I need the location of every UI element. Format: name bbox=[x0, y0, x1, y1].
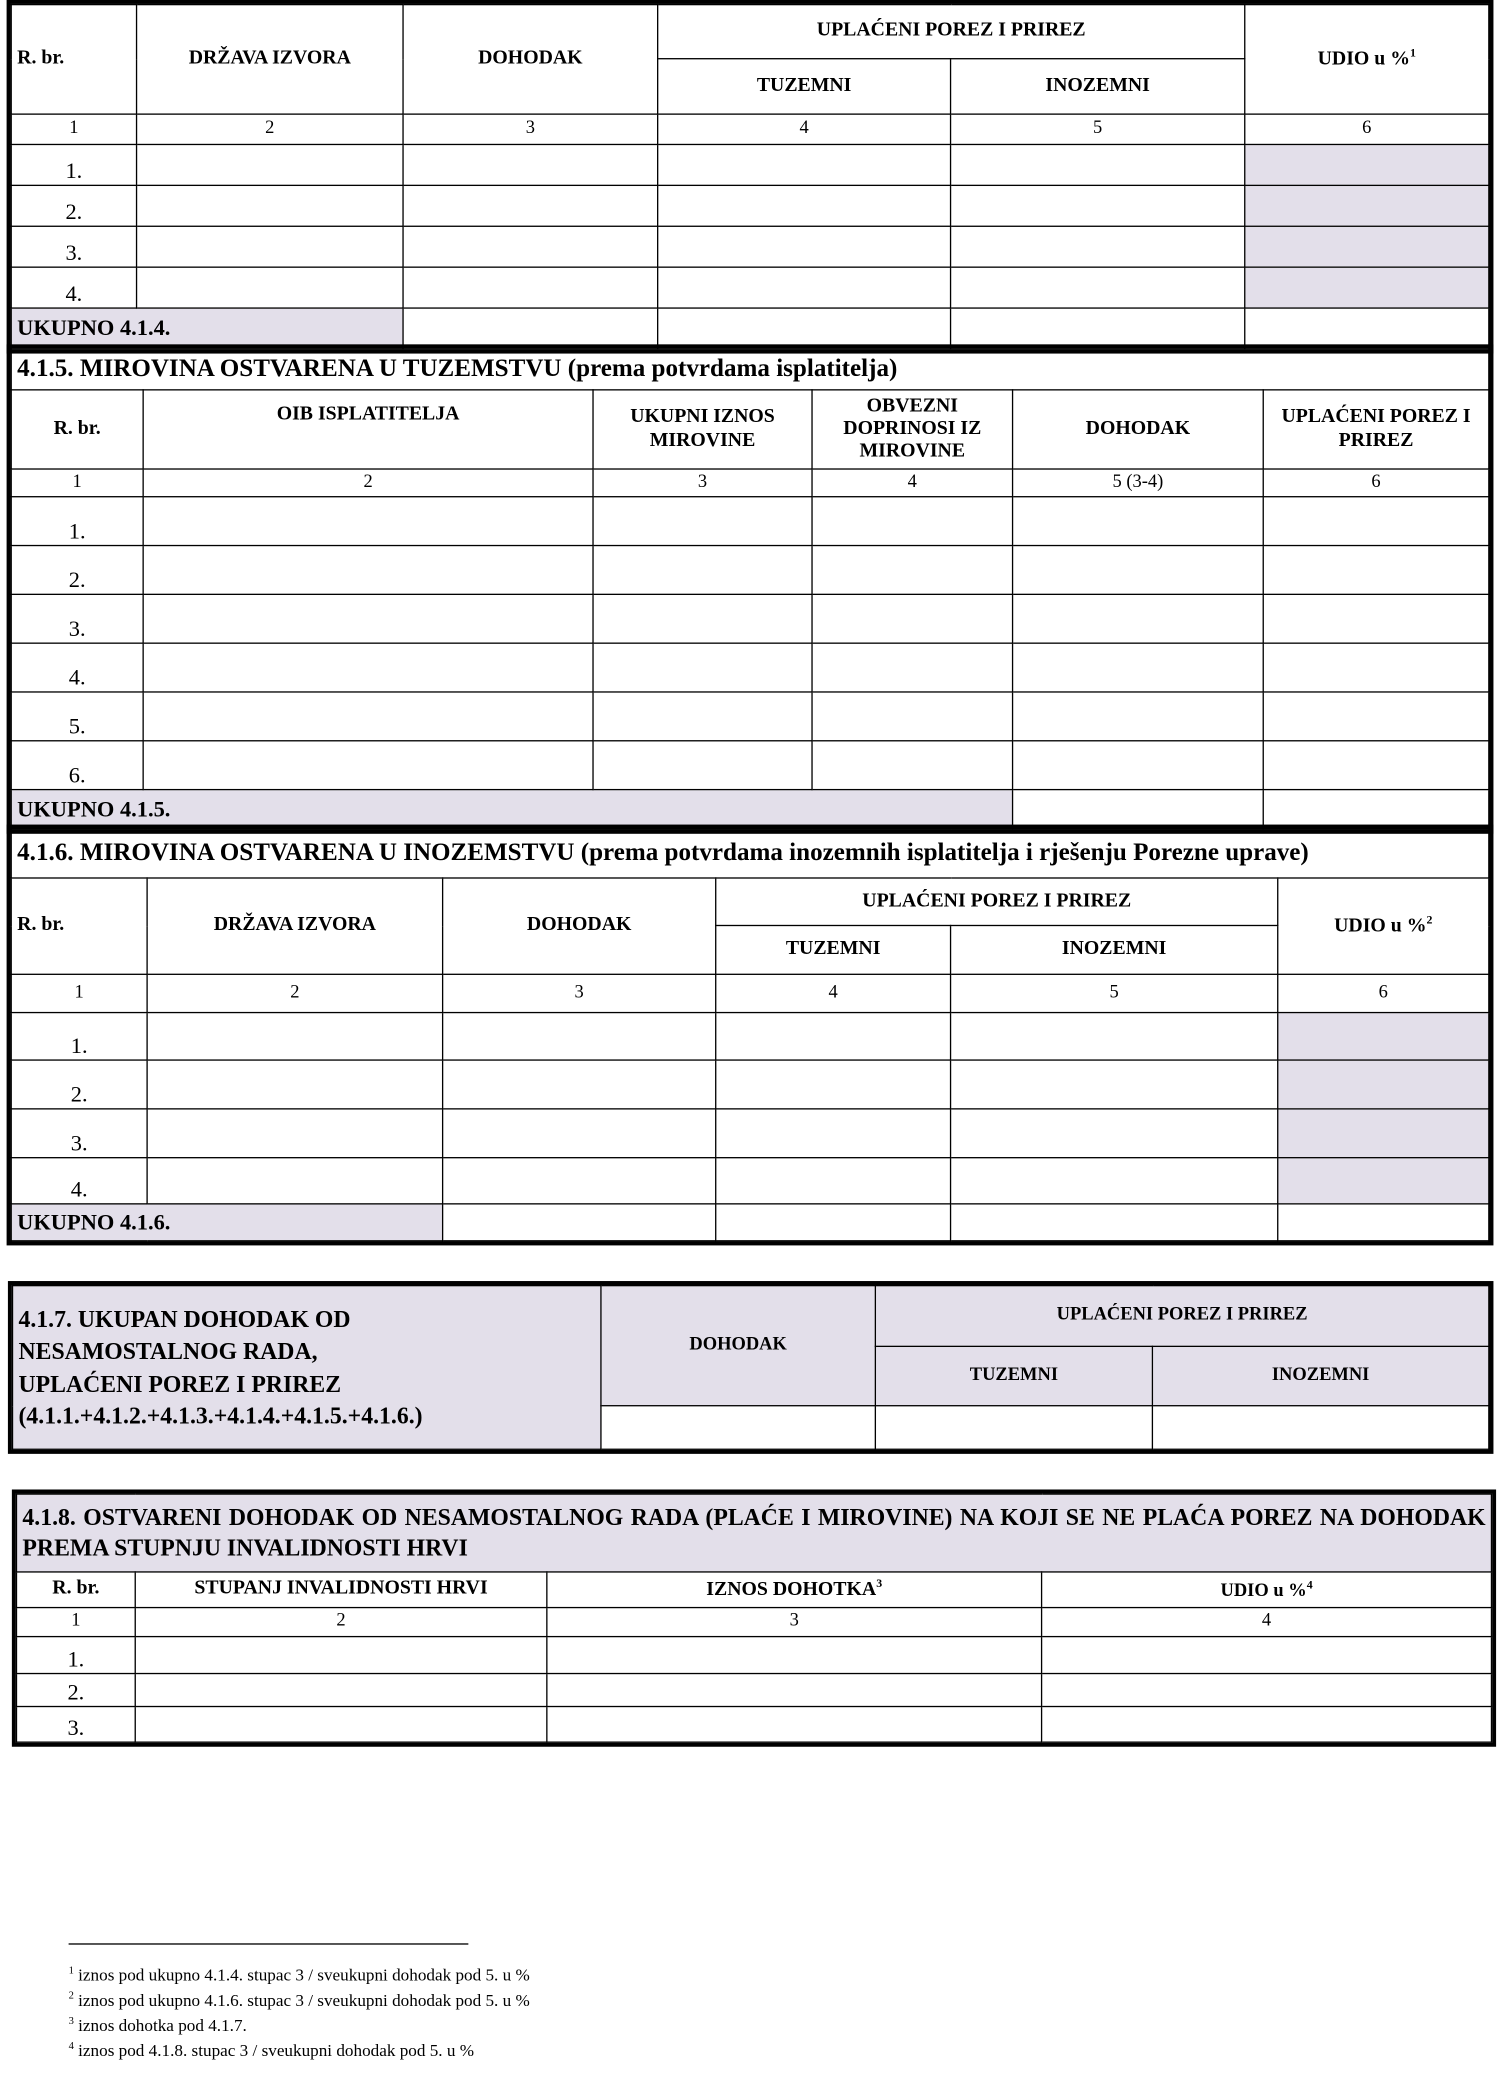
header-rbr: R. br. bbox=[16, 1572, 135, 1608]
table-row bbox=[11, 546, 1489, 595]
total-label: UKUPNO 4.1.6. bbox=[11, 1204, 442, 1241]
header-dohodak: DOHODAK bbox=[403, 5, 658, 115]
input-cell[interactable] bbox=[1042, 1707, 1492, 1743]
col-num: 5 bbox=[951, 114, 1245, 144]
header-udio-label: UDIO u % bbox=[1317, 49, 1411, 71]
input-cell[interactable] bbox=[137, 185, 403, 226]
col-num: 6 bbox=[1263, 469, 1489, 497]
header-udio bbox=[1278, 878, 1489, 974]
input-cell[interactable] bbox=[951, 185, 1245, 226]
row-number: 4. bbox=[11, 643, 143, 692]
input-cell[interactable] bbox=[147, 1060, 443, 1109]
shaded-cell bbox=[1245, 226, 1489, 267]
table-4-1-6 bbox=[11, 829, 1490, 1242]
footnote-number: 3 bbox=[68, 2014, 74, 2027]
row-number: 1. bbox=[11, 497, 143, 546]
shaded-cell bbox=[1245, 185, 1489, 226]
footnote-text: iznos pod ukupno 4.1.4. stupac 3 / sveukupni dohodak pod 5. u % bbox=[78, 1964, 530, 1985]
input-cell[interactable] bbox=[135, 1674, 547, 1707]
footnote bbox=[69, 2040, 474, 2062]
header-udio bbox=[1042, 1572, 1492, 1608]
table-row bbox=[11, 226, 1489, 267]
input-cell[interactable] bbox=[658, 226, 951, 267]
footnote-ref: 1 bbox=[1410, 46, 1416, 60]
row-number: 2. bbox=[16, 1674, 135, 1707]
input-cell[interactable] bbox=[143, 497, 593, 546]
table-4-1-5 bbox=[11, 348, 1490, 830]
input-cell[interactable] bbox=[716, 1013, 951, 1060]
input-cell[interactable] bbox=[143, 692, 593, 741]
col-num: 4 bbox=[716, 974, 951, 1012]
col-num: 2 bbox=[135, 1608, 547, 1637]
table-row bbox=[11, 692, 1489, 741]
input-cell[interactable] bbox=[137, 226, 403, 267]
input-cell[interactable] bbox=[812, 546, 1013, 595]
input-cell[interactable] bbox=[1263, 790, 1489, 830]
header-stupanj: STUPANJ INVALIDNOSTI HRVI bbox=[135, 1572, 547, 1608]
input-cell[interactable] bbox=[601, 1406, 875, 1450]
row-number: 6. bbox=[11, 741, 143, 790]
row-number: 3. bbox=[11, 594, 143, 643]
input-cell[interactable] bbox=[1013, 741, 1264, 790]
input-cell[interactable] bbox=[1013, 594, 1264, 643]
input-cell[interactable] bbox=[1263, 594, 1489, 643]
input-cell[interactable] bbox=[593, 643, 812, 692]
col-num: 6 bbox=[1245, 114, 1489, 144]
header-dohodak: DOHODAK bbox=[601, 1286, 875, 1406]
header-udio-label: UDIO u % bbox=[1334, 916, 1427, 938]
row-number: 3. bbox=[16, 1707, 135, 1743]
input-cell[interactable] bbox=[1263, 643, 1489, 692]
table-row bbox=[11, 267, 1489, 308]
col-num: 2 bbox=[137, 114, 403, 144]
section-title bbox=[13, 1286, 601, 1450]
input-cell[interactable] bbox=[593, 546, 812, 595]
header-rbr: R. br. bbox=[11, 878, 147, 974]
input-cell[interactable] bbox=[403, 226, 658, 267]
input-cell[interactable] bbox=[143, 594, 593, 643]
shaded-cell bbox=[1278, 1013, 1489, 1060]
row-number: 3. bbox=[11, 1109, 147, 1158]
input-cell[interactable] bbox=[658, 185, 951, 226]
input-cell[interactable] bbox=[716, 1158, 951, 1204]
shaded-cell bbox=[1245, 144, 1489, 185]
input-cell[interactable] bbox=[951, 1204, 1278, 1241]
col-num: 3 bbox=[403, 114, 658, 144]
input-cell[interactable] bbox=[443, 1158, 716, 1204]
col-num: 1 bbox=[11, 469, 143, 497]
input-cell[interactable] bbox=[951, 308, 1245, 349]
header-inozemni: INOZEMNI bbox=[1152, 1346, 1488, 1405]
section-title: 4.1.6. MIROVINA OSTVARENA U INOZEMSTVU (prema potvrdama inozemnih isplatitelja i rješenju Porezne uprave) bbox=[11, 829, 1489, 878]
input-cell[interactable] bbox=[593, 594, 812, 643]
input-cell[interactable] bbox=[812, 692, 1013, 741]
header-drzava: DRŽAVA IZVORA bbox=[137, 5, 403, 115]
shaded-cell bbox=[1278, 1158, 1489, 1204]
header-oib: OIB ISPLATITELJA bbox=[143, 390, 593, 469]
input-cell[interactable] bbox=[951, 1013, 1278, 1060]
header-udio-label: UDIO u % bbox=[1220, 1580, 1307, 1601]
input-cell[interactable] bbox=[951, 1158, 1278, 1204]
input-cell[interactable] bbox=[1013, 497, 1264, 546]
table-row bbox=[11, 144, 1489, 185]
input-cell[interactable] bbox=[1263, 692, 1489, 741]
header-tuzemni: TUZEMNI bbox=[716, 925, 951, 974]
input-cell[interactable] bbox=[1245, 308, 1489, 349]
header-rbr: R. br. bbox=[11, 5, 136, 115]
input-cell[interactable] bbox=[443, 1013, 716, 1060]
input-cell[interactable] bbox=[812, 497, 1013, 546]
input-cell[interactable] bbox=[547, 1637, 1042, 1674]
col-num: 1 bbox=[16, 1608, 135, 1637]
header-iznos-label: IZNOS DOHOTKA bbox=[706, 1579, 877, 1601]
input-cell[interactable] bbox=[593, 741, 812, 790]
footnote bbox=[69, 2015, 247, 2037]
input-cell[interactable] bbox=[403, 267, 658, 308]
table-row bbox=[11, 1060, 1489, 1109]
input-cell[interactable] bbox=[547, 1707, 1042, 1743]
input-cell[interactable] bbox=[875, 1406, 1152, 1450]
row-number: 2. bbox=[11, 546, 143, 595]
input-cell[interactable] bbox=[135, 1707, 547, 1743]
input-cell[interactable] bbox=[143, 741, 593, 790]
input-cell[interactable] bbox=[658, 144, 951, 185]
row-number: 4. bbox=[11, 267, 136, 308]
input-cell[interactable] bbox=[812, 741, 1013, 790]
input-cell[interactable] bbox=[137, 267, 403, 308]
input-cell[interactable] bbox=[951, 226, 1245, 267]
col-num: 2 bbox=[143, 469, 593, 497]
col-num: 3 bbox=[443, 974, 716, 1012]
table-row bbox=[11, 741, 1489, 790]
input-cell[interactable] bbox=[135, 1637, 547, 1674]
table-row bbox=[16, 1674, 1491, 1707]
footnote-text: iznos pod ukupno 4.1.6. stupac 3 / sveukupni dohodak pod 5. u % bbox=[78, 1989, 530, 2010]
input-cell[interactable] bbox=[716, 1060, 951, 1109]
table-row bbox=[11, 1158, 1489, 1204]
input-cell[interactable] bbox=[1042, 1637, 1492, 1674]
input-cell[interactable] bbox=[1042, 1674, 1492, 1707]
table-row bbox=[11, 497, 1489, 546]
header-rbr: R. br. bbox=[11, 390, 143, 469]
total-row bbox=[11, 1204, 1489, 1241]
input-cell[interactable] bbox=[812, 643, 1013, 692]
header-tuzemni: TUZEMNI bbox=[658, 59, 951, 114]
row-number: 4. bbox=[11, 1158, 147, 1204]
input-cell[interactable] bbox=[443, 1204, 716, 1241]
total-row bbox=[11, 308, 1489, 349]
input-cell[interactable] bbox=[1263, 546, 1489, 595]
shaded-cell bbox=[1245, 267, 1489, 308]
col-num: 3 bbox=[547, 1608, 1042, 1637]
footnote-number: 4 bbox=[68, 2039, 74, 2052]
row-number: 1. bbox=[11, 144, 136, 185]
col-num: 5 (3-4) bbox=[1013, 469, 1264, 497]
section-title: 4.1.5. MIROVINA OSTVARENA U TUZEMSTVU (prema potvrdama isplatitelja) bbox=[11, 349, 1489, 390]
table-row bbox=[11, 1013, 1489, 1060]
input-cell[interactable] bbox=[1013, 546, 1264, 595]
input-cell[interactable] bbox=[403, 308, 658, 349]
input-cell[interactable] bbox=[1013, 643, 1264, 692]
col-num: 5 bbox=[951, 974, 1278, 1012]
col-num: 4 bbox=[658, 114, 951, 144]
table-row bbox=[11, 594, 1489, 643]
input-cell[interactable] bbox=[593, 692, 812, 741]
input-cell[interactable] bbox=[1263, 741, 1489, 790]
footnote-number: 2 bbox=[68, 1989, 74, 2002]
input-cell[interactable] bbox=[443, 1060, 716, 1109]
total-label: UKUPNO 4.1.4. bbox=[11, 308, 403, 349]
input-cell[interactable] bbox=[1152, 1406, 1488, 1450]
row-number: 1. bbox=[11, 1013, 147, 1060]
table-row bbox=[16, 1637, 1491, 1674]
shaded-cell bbox=[1278, 1060, 1489, 1109]
header-inozemni: INOZEMNI bbox=[951, 925, 1278, 974]
input-cell[interactable] bbox=[716, 1204, 951, 1241]
col-num: 2 bbox=[147, 974, 443, 1012]
col-num: 4 bbox=[812, 469, 1013, 497]
input-cell[interactable] bbox=[658, 267, 951, 308]
input-cell[interactable] bbox=[716, 1109, 951, 1158]
input-cell[interactable] bbox=[147, 1013, 443, 1060]
title-line: NESAMOSTALNOG RADA, bbox=[18, 1338, 318, 1365]
input-cell[interactable] bbox=[547, 1674, 1042, 1707]
input-cell[interactable] bbox=[147, 1158, 443, 1204]
input-cell[interactable] bbox=[951, 1109, 1278, 1158]
shaded-cell bbox=[1278, 1109, 1489, 1158]
table-row bbox=[11, 643, 1489, 692]
input-cell[interactable] bbox=[812, 594, 1013, 643]
header-dohodak: DOHODAK bbox=[1013, 390, 1264, 469]
header-dohodak: DOHODAK bbox=[443, 878, 716, 974]
header-uplaceni: UPLAĆENI POREZ I PRIREZ bbox=[658, 5, 1245, 59]
row-number: 1. bbox=[16, 1637, 135, 1674]
header-uplaceni: UPLAĆENI POREZ I PRIREZ bbox=[716, 878, 1278, 925]
input-cell[interactable] bbox=[143, 643, 593, 692]
table-row bbox=[11, 185, 1489, 226]
footnote-divider bbox=[69, 1943, 469, 1944]
header-udio bbox=[1245, 5, 1489, 115]
header-drzava: DRŽAVA IZVORA bbox=[147, 878, 443, 974]
input-cell[interactable] bbox=[658, 308, 951, 349]
input-cell[interactable] bbox=[147, 1109, 443, 1158]
footnote-ref: 2 bbox=[1426, 913, 1433, 927]
col-num: 3 bbox=[593, 469, 812, 497]
row-number: 2. bbox=[11, 185, 136, 226]
input-cell[interactable] bbox=[403, 144, 658, 185]
table-4-1-4 bbox=[11, 4, 1490, 350]
table-row bbox=[16, 1707, 1491, 1743]
footnote-text: iznos pod 4.1.8. stupac 3 / sveukupni dohodak pod 5. u % bbox=[78, 2040, 475, 2060]
header-tuzemni: TUZEMNI bbox=[875, 1346, 1152, 1405]
input-cell[interactable] bbox=[403, 185, 658, 226]
footnote bbox=[69, 1964, 530, 1986]
title-line: 4.1.7. UKUPAN DOHODAK OD bbox=[18, 1305, 351, 1333]
header-uplaceni: UPLAĆENI POREZ I PRIREZ bbox=[875, 1286, 1488, 1347]
col-num: 1 bbox=[11, 974, 147, 1012]
header-inozemni: INOZEMNI bbox=[951, 59, 1245, 114]
footnote-ref: 3 bbox=[876, 1577, 883, 1591]
row-number: 3. bbox=[11, 226, 136, 267]
input-cell[interactable] bbox=[951, 267, 1245, 308]
input-cell[interactable] bbox=[137, 144, 403, 185]
input-cell[interactable] bbox=[1278, 1204, 1489, 1241]
col-num: 6 bbox=[1278, 974, 1489, 1012]
total-row bbox=[11, 790, 1489, 830]
title-line: (4.1.1.+4.1.2.+4.1.3.+4.1.4.+4.1.5.+4.1.6.) bbox=[18, 1402, 423, 1429]
footnote bbox=[69, 1990, 530, 2012]
footnote-ref: 4 bbox=[1306, 1577, 1313, 1591]
input-cell[interactable] bbox=[951, 1060, 1278, 1109]
input-cell[interactable] bbox=[951, 144, 1245, 185]
input-cell[interactable] bbox=[1263, 497, 1489, 546]
input-cell[interactable] bbox=[143, 546, 593, 595]
footnote-text: iznos dohotka pod 4.1.7. bbox=[78, 2015, 247, 2035]
title-line: UPLAĆENI POREZ I PRIREZ bbox=[18, 1370, 342, 1397]
input-cell[interactable] bbox=[593, 497, 812, 546]
input-cell[interactable] bbox=[443, 1109, 716, 1158]
row-number: 5. bbox=[11, 692, 143, 741]
header-uplaceni: UPLAĆENI POREZ I PRIREZ bbox=[1263, 390, 1489, 469]
col-num: 4 bbox=[1042, 1608, 1492, 1637]
table-4-1-7 bbox=[12, 1285, 1490, 1450]
header-obvezni: OBVEZNI DOPRINOSI IZ MIROVINE bbox=[812, 390, 1013, 469]
input-cell[interactable] bbox=[1013, 790, 1264, 830]
footnote-number: 1 bbox=[68, 1964, 74, 1977]
total-label: UKUPNO 4.1.5. bbox=[11, 790, 1012, 830]
col-num: 1 bbox=[11, 114, 136, 144]
table-4-1-8 bbox=[16, 1493, 1492, 1742]
row-number: 2. bbox=[11, 1060, 147, 1109]
input-cell[interactable] bbox=[1013, 692, 1264, 741]
header-ukupni: UKUPNI IZNOS MIROVINE bbox=[593, 390, 812, 469]
section-title: 4.1.8. OSTVARENI DOHODAK OD NESAMOSTALNOG RADA (PLAĆE I MIROVINE) NA KOJI SE NE PLAĆA POREZ NA DOHODAK PREMA STUPNJU INVALIDNOSTI HRVI bbox=[16, 1494, 1491, 1572]
header-iznos bbox=[547, 1572, 1042, 1608]
table-row bbox=[11, 1109, 1489, 1158]
